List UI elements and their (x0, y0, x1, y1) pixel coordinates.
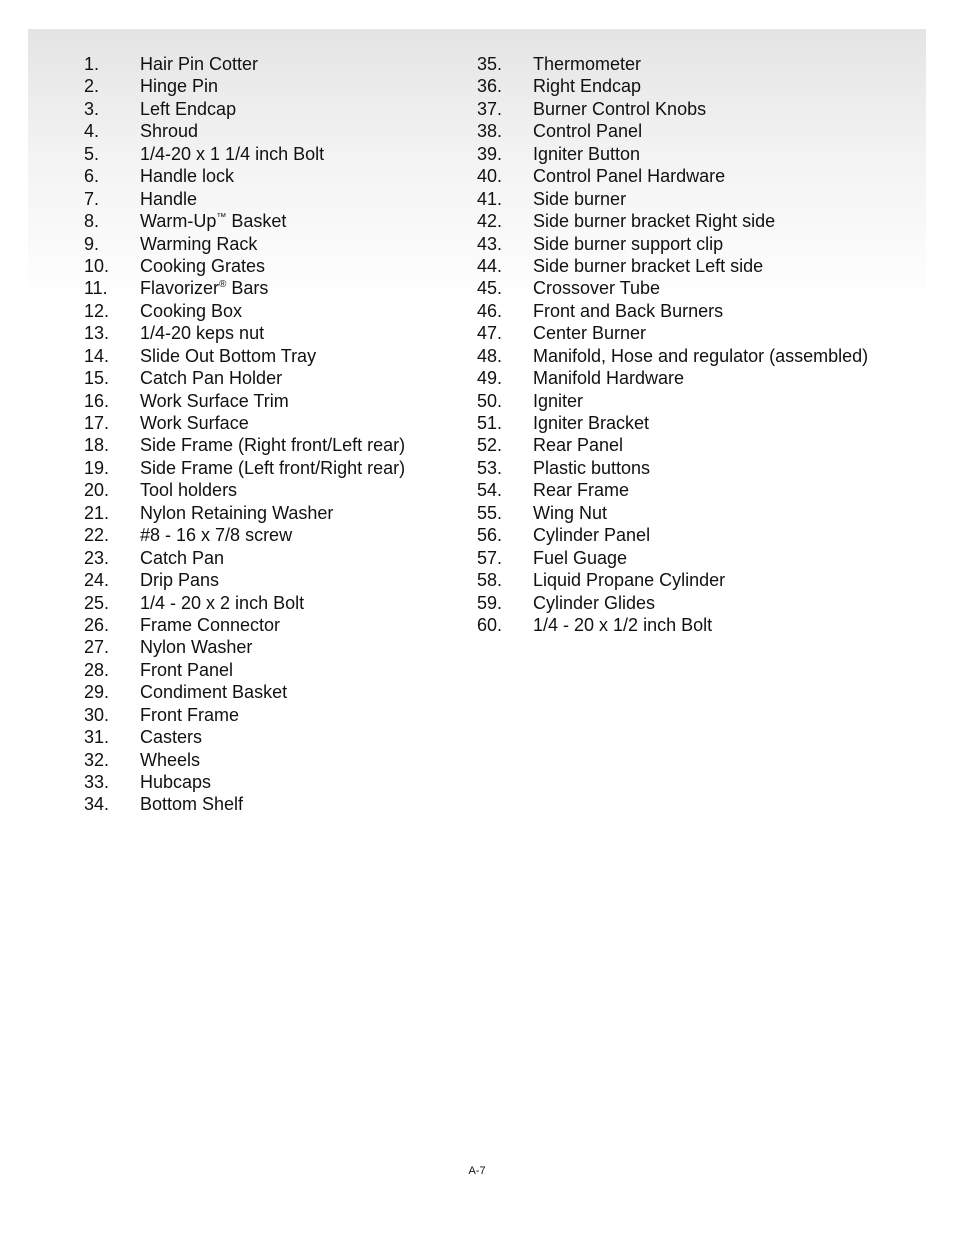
part-name (140, 614, 280, 636)
part-list-item (477, 569, 897, 591)
part-list-item (477, 367, 897, 389)
part-list-item (477, 524, 897, 546)
part-list-item (84, 659, 464, 681)
part-list-item (84, 614, 464, 636)
part-number: 14. (84, 345, 110, 366)
part-name (533, 502, 607, 524)
part-name-text: 1/4-20 keps nut (140, 323, 265, 344)
part-list-item (84, 592, 464, 614)
part-number: 4. (84, 121, 100, 142)
part-name-text: Slide Out Bottom Tray (140, 345, 317, 366)
part-name (140, 569, 219, 591)
part-name-text: Bottom Shelf (140, 794, 244, 815)
part-name (140, 390, 289, 412)
part-name-text: Wheels (140, 749, 201, 770)
part-list-item (477, 165, 897, 187)
parts-list-left (84, 53, 464, 816)
part-name (533, 592, 655, 614)
part-list-item (84, 233, 464, 255)
part-number: 38. (477, 121, 503, 142)
part-name-text: Cylinder Panel (533, 525, 651, 546)
part-list-item (84, 726, 464, 748)
part-list-item (84, 300, 464, 322)
part-name (140, 749, 200, 771)
part-name-text: Handle (140, 188, 198, 209)
part-name-text: Handle lock (140, 166, 235, 187)
part-name-text: Catch Pan Holder (140, 368, 283, 389)
part-name (533, 120, 642, 142)
part-list-item (477, 457, 897, 479)
part-name-text: Fuel Guage (533, 547, 628, 568)
part-list-item (477, 233, 897, 255)
part-name (533, 165, 725, 187)
part-number: 23. (84, 547, 110, 568)
part-name-text: Rear Panel (533, 435, 624, 456)
part-list-item (84, 277, 464, 299)
part-name-text: 1/4-20 x 1 1/4 inch Bolt (140, 143, 325, 164)
part-name-text: Casters (140, 727, 203, 748)
part-list-item (84, 188, 464, 210)
part-list-item (477, 412, 897, 434)
part-name (140, 704, 239, 726)
part-name-text: Tool holders (140, 480, 238, 501)
part-number: 51. (477, 413, 503, 433)
part-name-text: Thermometer (533, 54, 642, 74)
part-name (140, 322, 264, 344)
part-number: 52. (477, 435, 503, 456)
part-list-item (477, 592, 897, 614)
part-number: 50. (477, 390, 503, 411)
part-number: 28. (84, 659, 110, 680)
part-list-item (84, 390, 464, 412)
part-number: 32. (84, 749, 110, 770)
part-number: 47. (477, 323, 503, 344)
trademark-symbol: ™ (216, 212, 227, 224)
part-number: 49. (477, 368, 503, 389)
part-name-suffix: Basket (226, 211, 287, 232)
part-name-text: Side burner bracket Left side (533, 255, 764, 276)
part-number: 59. (477, 592, 503, 613)
part-number: 9. (84, 233, 100, 254)
part-name (533, 412, 649, 434)
part-name (533, 547, 627, 569)
part-name (533, 524, 650, 546)
part-name-text: Nylon Retaining Washer (140, 502, 334, 523)
part-number: 46. (477, 300, 503, 321)
part-name (533, 367, 684, 389)
part-name-text: #8 - 16 x 7/8 screw (140, 525, 293, 546)
part-number: 25. (84, 592, 110, 613)
part-number: 34. (84, 794, 110, 815)
part-name (533, 255, 763, 277)
part-name-text: Center Burner (533, 323, 647, 344)
part-number: 2. (84, 76, 100, 97)
part-name (533, 98, 706, 120)
part-name-text: Hair Pin Cotter (140, 54, 259, 74)
part-number: 39. (477, 143, 503, 164)
part-name-text: Condiment Basket (140, 682, 288, 703)
part-list-item (84, 210, 464, 232)
part-number: 22. (84, 525, 110, 546)
part-name-text: Side burner support clip (533, 233, 724, 254)
part-number: 31. (84, 727, 110, 748)
part-number: 54. (477, 480, 503, 501)
part-name-text: Left Endcap (140, 98, 237, 119)
part-number: 60. (477, 614, 503, 635)
part-name-suffix: Bars (226, 278, 269, 299)
part-name (140, 726, 202, 748)
part-number: 30. (84, 704, 110, 725)
part-name (140, 53, 258, 75)
part-name (533, 300, 723, 322)
part-name (140, 412, 249, 434)
part-name-text: Side burner bracket Right side (533, 211, 776, 232)
part-name (533, 53, 641, 75)
part-name (140, 165, 234, 187)
part-name (140, 143, 324, 165)
part-name (533, 143, 640, 165)
part-number: 24. (84, 570, 110, 591)
part-name-text: Side Frame (Left front/Right rear) (140, 457, 406, 478)
part-number: 53. (477, 457, 503, 478)
part-name (140, 771, 211, 793)
part-number: 17. (84, 413, 110, 433)
part-name-text: Igniter Bracket (533, 413, 650, 433)
part-list-item (477, 98, 897, 120)
part-name (140, 98, 236, 120)
part-name-text: Control Panel Hardware (533, 166, 726, 187)
part-list-item (477, 53, 897, 75)
part-name (140, 300, 242, 322)
part-name (140, 793, 243, 815)
part-list-item (84, 412, 464, 434)
part-list-item (84, 704, 464, 726)
part-name (140, 659, 233, 681)
parts-list-right (477, 53, 897, 636)
part-name-text: Cylinder Glides (533, 592, 656, 613)
part-number: 43. (477, 233, 503, 254)
part-number: 10. (84, 255, 110, 276)
part-name-text: Liquid Propane Cylinder (533, 570, 726, 591)
part-list-item (84, 434, 464, 456)
part-name-text: Control Panel (533, 121, 643, 142)
part-name (140, 434, 405, 456)
part-list-item (84, 165, 464, 187)
part-name (140, 479, 237, 501)
part-list-item (84, 479, 464, 501)
part-name-text: 1/4 - 20 x 2 inch Bolt (140, 592, 305, 613)
part-list-item (84, 345, 464, 367)
part-list-item (477, 345, 897, 367)
part-list-item (477, 75, 897, 97)
part-number: 26. (84, 614, 110, 635)
part-number: 18. (84, 435, 110, 456)
part-name-text: Crossover Tube (533, 278, 661, 299)
part-name-text: Frame Connector (140, 614, 281, 635)
part-number: 29. (84, 682, 110, 703)
part-number: 44. (477, 255, 503, 276)
part-name (140, 233, 257, 255)
part-list-item (477, 188, 897, 210)
part-name-text: Hubcaps (140, 772, 212, 792)
part-name (140, 210, 286, 232)
part-name-text: Cooking Grates (140, 255, 266, 276)
part-list-item (477, 434, 897, 456)
part-list-item (84, 502, 464, 524)
part-number: 40. (477, 166, 503, 187)
part-list-item (84, 255, 464, 277)
part-list-item (84, 53, 464, 75)
part-number: 33. (84, 772, 110, 792)
part-name (140, 188, 197, 210)
part-list-item (477, 322, 897, 344)
part-name-text: Flavorizer (140, 278, 220, 299)
part-name (533, 277, 660, 299)
part-name-text: Work Surface (140, 413, 249, 433)
part-name (140, 255, 265, 277)
part-name (140, 636, 252, 658)
part-list-item (477, 277, 897, 299)
part-list-item (84, 771, 464, 793)
part-name (140, 524, 292, 546)
part-list-item (84, 793, 464, 815)
part-name-text: Catch Pan (140, 547, 225, 568)
part-number: 21. (84, 502, 110, 523)
part-number: 13. (84, 323, 110, 344)
part-list-item (477, 547, 897, 569)
part-number: 3. (84, 98, 100, 119)
part-name (533, 345, 868, 367)
page-number: A-7 (468, 1165, 486, 1177)
part-name (533, 390, 583, 412)
part-number: 42. (477, 211, 503, 232)
part-number: 12. (84, 300, 110, 321)
part-list-item (477, 479, 897, 501)
part-list-item (84, 457, 464, 479)
part-name-text: Warming Rack (140, 233, 258, 254)
part-name (140, 681, 287, 703)
part-name (140, 345, 316, 367)
part-list-item (477, 255, 897, 277)
part-list-item (84, 143, 464, 165)
part-name-text: Nylon Washer (140, 637, 253, 658)
part-list-item (84, 749, 464, 771)
part-name-text: Warm-Up (140, 211, 217, 232)
part-number: 7. (84, 188, 100, 209)
part-name-text: Front Frame (140, 704, 240, 725)
part-list-item (84, 547, 464, 569)
part-number: 1. (84, 54, 100, 74)
part-name-text: Side burner (533, 188, 627, 209)
part-name-text: Manifold Hardware (533, 368, 685, 389)
part-name-text: Plastic buttons (533, 457, 651, 478)
part-name (533, 457, 650, 479)
part-name-text: Front Panel (140, 659, 234, 680)
part-number: 48. (477, 345, 503, 366)
part-number: 27. (84, 637, 110, 658)
part-name (140, 75, 218, 97)
part-list-item (84, 681, 464, 703)
part-list-item (477, 210, 897, 232)
part-number: 11. (84, 278, 108, 299)
part-name (140, 457, 405, 479)
part-number: 56. (477, 525, 503, 546)
part-list-item (84, 524, 464, 546)
part-name-text: Work Surface Trim (140, 390, 289, 411)
part-list-item (84, 636, 464, 658)
part-name-text: Cooking Box (140, 300, 243, 321)
part-list-item (477, 143, 897, 165)
part-number: 45. (477, 278, 503, 299)
part-name-text: Drip Pans (140, 570, 220, 591)
part-name (533, 210, 775, 232)
part-name-text: Front and Back Burners (533, 300, 724, 321)
part-number: 19. (84, 457, 110, 478)
part-name-text: Burner Control Knobs (533, 98, 707, 119)
part-number: 57. (477, 547, 503, 568)
part-name (140, 592, 304, 614)
part-number: 8. (84, 211, 100, 232)
part-name (533, 233, 723, 255)
part-list-item (84, 98, 464, 120)
part-name (533, 188, 626, 210)
part-name-text: Shroud (140, 121, 199, 142)
part-name (140, 120, 198, 142)
part-name-text: Wing Nut (533, 502, 608, 523)
part-name (533, 479, 629, 501)
part-list-item (84, 75, 464, 97)
part-number: 5. (84, 143, 100, 164)
part-list-item (84, 367, 464, 389)
part-name (533, 322, 646, 344)
part-name-text: Side Frame (Right front/Left rear) (140, 435, 406, 456)
part-number: 6. (84, 166, 100, 187)
part-number: 20. (84, 480, 110, 501)
part-number: 37. (477, 98, 503, 119)
trademark-symbol: ® (219, 279, 227, 291)
part-number: 16. (84, 390, 110, 411)
part-number: 35. (477, 54, 503, 74)
part-name-text: Right Endcap (533, 76, 642, 97)
part-name-text: Igniter (533, 390, 584, 411)
part-name (533, 75, 641, 97)
part-name-text: 1/4 - 20 x 1/2 inch Bolt (533, 614, 713, 635)
part-list-item (84, 322, 464, 344)
part-name (140, 547, 224, 569)
part-name (140, 502, 333, 524)
part-name-text: Igniter Button (533, 143, 641, 164)
part-name (533, 569, 725, 591)
part-list-item (477, 502, 897, 524)
part-name (533, 614, 712, 636)
part-list-item (477, 300, 897, 322)
part-list-item (477, 120, 897, 142)
part-name (533, 434, 623, 456)
part-name-text: Rear Frame (533, 480, 630, 501)
part-list-item (84, 120, 464, 142)
part-name (140, 367, 282, 389)
part-number: 55. (477, 502, 503, 523)
part-name-text: Manifold, Hose and regulator (assembled) (533, 345, 869, 366)
part-list-item (84, 569, 464, 591)
part-list-item (477, 390, 897, 412)
part-list-item (477, 614, 897, 636)
part-number: 41. (477, 188, 503, 209)
part-name (140, 277, 268, 299)
part-number: 15. (84, 368, 110, 389)
part-number: 36. (477, 76, 503, 97)
part-name-text: Hinge Pin (140, 76, 219, 97)
part-number: 58. (477, 570, 503, 591)
